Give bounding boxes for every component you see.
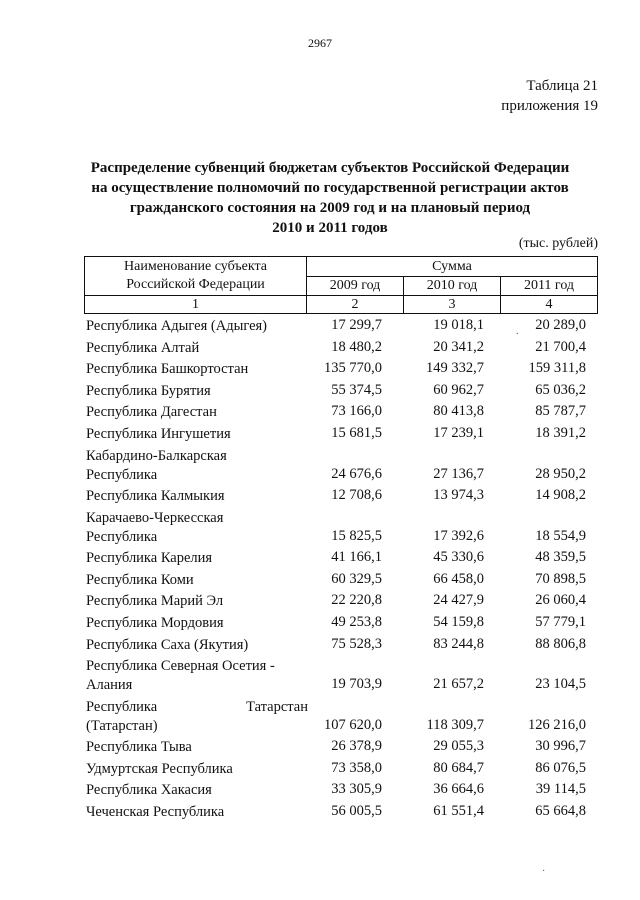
table-row xyxy=(86,697,598,738)
value-2010: 60 962,7 xyxy=(433,381,484,398)
header-year-2011: 2011 год xyxy=(500,276,598,296)
table-row xyxy=(86,780,598,802)
value-2010: 66 458,0 xyxy=(433,570,484,587)
table-row xyxy=(86,424,598,446)
table-header xyxy=(84,256,598,314)
table-ref-line2: приложения 19 xyxy=(501,98,598,114)
region-name-line1-right: Татарстан xyxy=(246,698,308,715)
value-2010: 61 551,4 xyxy=(433,802,484,819)
value-2011: 18 391,2 xyxy=(535,424,586,441)
value-2009: 19 703,9 xyxy=(331,676,382,693)
value-2011: 26 060,4 xyxy=(535,592,586,609)
table-row xyxy=(86,802,598,824)
table-reference xyxy=(501,76,598,116)
value-2011: 85 787,7 xyxy=(535,403,586,420)
value-2009: 15 681,5 xyxy=(331,424,382,441)
table-row xyxy=(86,737,598,759)
value-2011: 159 311,8 xyxy=(528,360,586,377)
title-line2: на осуществление полномочий по государственной регистрации актов xyxy=(91,180,569,196)
value-2009: 49 253,8 xyxy=(331,613,382,630)
region-name: Республика Дагестан xyxy=(86,404,217,421)
value-2011: 28 950,2 xyxy=(535,465,586,482)
value-2010: 45 330,6 xyxy=(433,549,484,566)
region-name-line1-left: Республика xyxy=(86,698,158,715)
region-name: Республика Калмыкия xyxy=(86,488,225,505)
value-2009: 75 528,3 xyxy=(331,635,382,652)
value-2009: 24 676,6 xyxy=(331,465,382,482)
header-col-num-3: 3 xyxy=(403,295,501,314)
table-row xyxy=(86,759,598,781)
value-2009: 135 770,0 xyxy=(324,360,382,377)
value-2011: 30 996,7 xyxy=(535,738,586,755)
value-2010: 80 684,7 xyxy=(433,759,484,776)
region-name: Республика Мордовия xyxy=(86,614,224,631)
region-name xyxy=(86,657,308,695)
header-col-num-1: 1 xyxy=(84,295,307,314)
value-2011: 70 898,5 xyxy=(535,570,586,587)
region-name-line1: Карачаево-Черкесская xyxy=(86,509,224,526)
table-body xyxy=(86,316,598,824)
value-2010: 54 159,8 xyxy=(433,613,484,630)
value-2011: 39 114,5 xyxy=(535,781,586,798)
value-2010: 19 018,1 xyxy=(433,317,484,333)
value-2010: 17 392,6 xyxy=(433,527,484,544)
value-2011: 18 554,9 xyxy=(535,527,586,544)
title-line4: 2010 и 2011 годов xyxy=(272,220,388,236)
value-2009: 15 825,5 xyxy=(331,527,382,544)
table-row xyxy=(86,446,598,487)
region-name xyxy=(86,509,308,547)
table-row xyxy=(86,402,598,424)
value-2010: 29 055,3 xyxy=(433,738,484,755)
region-name-line1: Кабардино-Балкарская xyxy=(86,447,227,464)
scan-dot-mark: . xyxy=(516,326,519,337)
value-2010: 13 974,3 xyxy=(433,487,484,504)
document-title xyxy=(60,158,600,238)
header-year-2010: 2010 год xyxy=(403,276,501,296)
table-row xyxy=(86,359,598,381)
value-2010: 24 427,9 xyxy=(433,592,484,609)
table-row xyxy=(86,570,598,592)
value-2011: 126 216,0 xyxy=(528,716,586,733)
value-2011: 65 036,2 xyxy=(535,381,586,398)
region-name: Республика Адыгея (Адыгея) xyxy=(86,318,268,334)
value-2009: 33 305,9 xyxy=(331,781,382,798)
value-2010: 36 664,6 xyxy=(433,781,484,798)
value-2010: 118 309,7 xyxy=(426,716,484,733)
table-row xyxy=(86,613,598,635)
value-2011: 20 289,0 xyxy=(535,317,586,333)
region-name: Чеченская Республика xyxy=(86,803,225,820)
value-2011: 21 700,4 xyxy=(535,338,586,355)
value-2011: 57 779,1 xyxy=(535,613,586,630)
table-row xyxy=(86,316,598,338)
value-2010: 17 239,1 xyxy=(433,424,484,441)
region-name: Удмуртская Республика xyxy=(86,760,233,777)
value-2009: 73 358,0 xyxy=(331,759,382,776)
value-2011: 14 908,2 xyxy=(535,487,586,504)
value-2010: 80 413,8 xyxy=(433,403,484,420)
table-row xyxy=(86,635,598,657)
page-number: 2967 xyxy=(308,36,332,50)
region-name: Республика Коми xyxy=(86,571,194,588)
header-sum: Сумма xyxy=(306,256,598,277)
title-line3: гражданского состояния на 2009 год и на плановый период xyxy=(129,200,531,216)
value-2009: 12 708,6 xyxy=(331,487,382,504)
table-row xyxy=(86,381,598,403)
region-name: Республика Бурятия xyxy=(86,382,211,399)
value-2011: 86 076,5 xyxy=(535,759,586,776)
value-2009: 26 378,9 xyxy=(331,738,382,755)
value-2010: 83 244,8 xyxy=(433,635,484,652)
value-2009: 18 480,2 xyxy=(331,338,382,355)
header-year-2009: 2009 год xyxy=(306,276,404,296)
region-name-line1 xyxy=(86,698,308,717)
region-name-line2: Алания xyxy=(86,677,133,694)
region-name: Республика Хакасия xyxy=(86,782,212,799)
region-name-line2: Республика xyxy=(86,528,158,545)
region-name: Республика Марий Эл xyxy=(86,593,224,610)
value-2011: 23 104,5 xyxy=(535,676,586,693)
region-name xyxy=(86,698,308,736)
value-2009: 17 299,7 xyxy=(331,317,382,333)
unit-label: (тыс. рублей) xyxy=(518,236,598,251)
value-2009: 56 005,5 xyxy=(331,802,382,819)
table-row xyxy=(86,591,598,613)
table-row xyxy=(86,548,598,570)
region-name-line2: (Татарстан) xyxy=(86,717,158,734)
table-row xyxy=(86,656,598,697)
value-2010: 149 332,7 xyxy=(426,360,484,377)
table-row xyxy=(86,486,598,508)
scan-dot-mark: · xyxy=(542,866,546,877)
value-2009: 55 374,5 xyxy=(331,381,382,398)
table-ref-line1: Таблица 21 xyxy=(526,78,598,94)
value-2011: 48 359,5 xyxy=(535,549,586,566)
header-col-num-4: 4 xyxy=(500,295,598,314)
value-2010: 20 341,2 xyxy=(433,338,484,355)
region-name: Республика Тыва xyxy=(86,739,192,756)
region-name: Республика Саха (Якутия) xyxy=(86,636,249,653)
title-line1: Распределение субвенций бюджетам субъектов Российской Федерации xyxy=(90,160,570,176)
value-2009: 60 329,5 xyxy=(331,570,382,587)
value-2009: 41 166,1 xyxy=(331,549,382,566)
region-name: Республика Ингушетия xyxy=(86,425,231,442)
header-name-column: Наименование субъекта Российской Федерации xyxy=(84,256,307,296)
value-2011: 88 806,8 xyxy=(535,635,586,652)
region-name-line1: Республика Северная Осетия - xyxy=(86,658,275,675)
value-2010: 27 136,7 xyxy=(433,465,484,482)
region-name: Республика Башкортостан xyxy=(86,361,249,378)
value-2009: 107 620,0 xyxy=(324,716,382,733)
value-2009: 73 166,0 xyxy=(331,403,382,420)
table-row xyxy=(86,508,598,549)
region-name-line2: Республика xyxy=(86,466,158,483)
header-col-num-2: 2 xyxy=(306,295,404,314)
table-row xyxy=(86,338,598,360)
value-2009: 22 220,8 xyxy=(331,592,382,609)
region-name: Республика Алтай xyxy=(86,339,200,356)
value-2010: 21 657,2 xyxy=(433,676,484,693)
value-2011: 65 664,8 xyxy=(535,802,586,819)
region-name xyxy=(86,447,308,485)
region-name: Республика Карелия xyxy=(86,550,213,567)
